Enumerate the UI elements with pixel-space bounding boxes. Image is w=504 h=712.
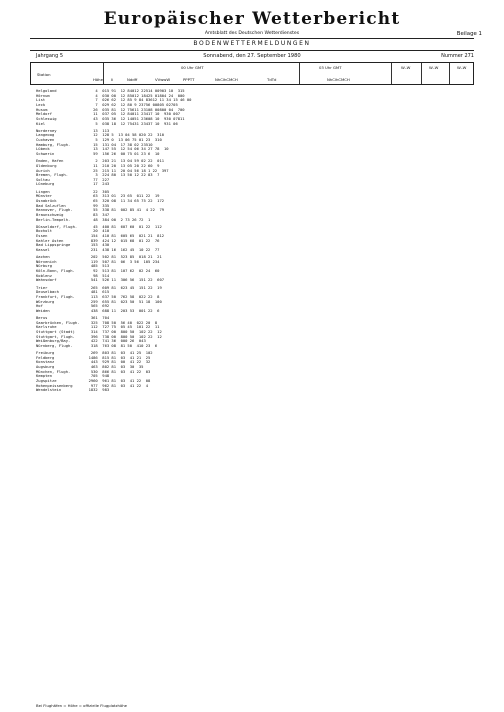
- column-divider: [391, 63, 392, 84]
- table-row: Weiden 438 688 11 203 53 001 22 6: [36, 308, 160, 313]
- table-row: Nürburg 485 513: [36, 264, 110, 269]
- cloud-subheader: NhClhCMCH: [215, 77, 238, 82]
- footnote: Bei Flughäfen = Höhe = offizielle Flugplatzhöhe: [36, 703, 128, 708]
- table-row: Zugspitze 2960 961 81 03 41 22 08: [36, 379, 151, 384]
- table-row: Oldenburg 11 210 20 13 05 20 22 60 9: [36, 163, 160, 168]
- table-row: Kahler Asten 839 424 12 015 68 01 22 76: [36, 238, 160, 243]
- hour-03-header: 03 Uhr GMT: [319, 65, 342, 70]
- bulletin-subtitle: Amtsblatt des Deutschen Wetterdienstes: [204, 31, 300, 36]
- table-row: Würzburg 259 655 81 023 50 51 18 100: [36, 299, 162, 304]
- table-row: Trier 265 609 81 623 45 151 22 19: [36, 285, 162, 290]
- table-row: Hohenpeissenberg 977 962 81 03 41 22 4: [36, 383, 149, 388]
- table-row: Weißenburg/Bay. 422 741 36 000 26 043: [36, 339, 146, 344]
- table-row: Stuttgart (Stadt) 314 737 00 800 50 102 22 12: [36, 330, 162, 334]
- table-row: Feldberg 1486 815 81 03 41 21 25: [36, 355, 151, 360]
- nddff-subheader: Nddff: [127, 77, 138, 82]
- table-row: Soltau 77 227: [36, 177, 110, 182]
- table-row: Aachen 202 502 81 523 85 018 21 21: [36, 255, 162, 260]
- table-row: Helgoland 4 015 91 12 84012 22514 00903 10 315: [36, 89, 185, 93]
- table-row: Bad Lippspringe 153 430: [36, 243, 110, 248]
- pppt-subheader: PPPTT: [183, 77, 195, 82]
- table-row: Schwerin 59 156 26 00 75 01 23 6 10: [36, 152, 160, 157]
- ww-header-2: W–W: [429, 65, 439, 70]
- vvwww-subheader: VVwwW: [155, 77, 171, 82]
- table-row: Frankfurt, Flugh. 113 637 50 762 58 022 22 8: [36, 294, 160, 299]
- group-gap: [36, 393, 476, 396]
- issue-date: Sonnabend, den 27. September 1980: [203, 53, 301, 59]
- cloud-subheader-03: NhClhCMCH: [327, 77, 350, 82]
- table-row: Hamburg, Flugh. 15 131 04 17 38 02 23510: [36, 142, 153, 147]
- table-row: Norderney 13 113: [36, 128, 110, 133]
- jahrgang: Jahrgang 5: [36, 53, 64, 59]
- ii-subheader: Ii: [111, 77, 114, 82]
- table-row: Wahnsdorf 541 526 11 306 56 151 22 607: [36, 278, 165, 283]
- table-row: Bocholt 20 410: [36, 229, 110, 234]
- table-row: Braunschweig 83 347: [36, 212, 110, 217]
- table-row: Schleswig 43 035 36 12 14051 23608 10 930 07811: [36, 116, 185, 121]
- issue-number: Nummer 271: [441, 53, 474, 59]
- table-row: Düsseldorf, Flugh. 45 400 81 607 60 01 22 112: [36, 224, 162, 229]
- table-row: Emden, Hafen 2 203 21 13 04 59 02 22 011: [36, 159, 165, 164]
- table-row: Lingen 22 305: [36, 189, 110, 194]
- hour-00-header: 00 Uhr GMT: [181, 65, 204, 70]
- table-row: Konstanz 443 929 81 00 41 22 32: [36, 360, 151, 365]
- table-row: Saarbrücken, Flugh. 325 708 50 56 40 022 20 8: [36, 320, 158, 325]
- table-row: München, Flugh. 530 866 81 03 41 22 03: [36, 369, 151, 374]
- table-row: Münster 63 313 01 23 65 011 22 19: [36, 194, 160, 199]
- table-row: Essen 154 410 81 605 65 021 21 812: [36, 234, 165, 239]
- table-row: Deuselbach 481 615: [36, 290, 110, 295]
- table-row: Berus 361 704: [36, 316, 110, 321]
- table-row: Osnabrück 65 320 08 11 34 65 75 22 172: [36, 198, 165, 203]
- table-row: Hörnum 4 030 00 12 85012 18425 01804 24 000: [36, 93, 185, 98]
- table-row: Bad Salzuflen 99 335: [36, 203, 110, 208]
- table-row: Koblenz 98 514: [36, 273, 110, 278]
- table-row: Augsburg 463 802 81 03 30 35: [36, 365, 144, 370]
- table-row: Husum 26 035 81 12 75611 23108 00800 04 700: [36, 107, 185, 112]
- table-row: Hof 565 692: [36, 304, 110, 309]
- table-row: Aurich 25 215 11 20 04 56 18 1 22 397: [36, 168, 169, 173]
- table-row: Hannover, Flugh. 55 338 81 002 85 41 4 22 79: [36, 208, 165, 213]
- table-row: Kempten 705 948: [36, 374, 110, 379]
- column-divider: [421, 63, 422, 84]
- table-header: [30, 62, 474, 85]
- station-table: [36, 89, 476, 396]
- top-rule: [30, 38, 474, 39]
- column-divider: [103, 63, 104, 84]
- table-row: Leck 7 029 62 12 80 9 23756 00805 02705: [36, 102, 178, 107]
- bulletin-title: Europäischer Wetterbericht: [103, 9, 401, 29]
- table-row: Nürnberg, Flugh. 318 763 08 81 50 410 23 6: [36, 343, 158, 348]
- ww-header-1: W–W: [401, 65, 411, 70]
- table-row: Langeoog 12 128 5 13 04 58 020 22 310: [36, 133, 165, 138]
- ww-header-3: W–W: [457, 65, 467, 70]
- table-row: Karlsruhe 112 727 75 05 45 101 22 11: [36, 325, 160, 330]
- table-row: Berlin-Tempelh. 48 384 00 2 73 26 72 1: [36, 217, 151, 222]
- table-row: Meldorf 11 037 05 12 84011 23417 10 930 007: [36, 112, 181, 117]
- beilage-label: Beilage 1: [456, 31, 482, 37]
- section-title: BODENWETTERMELDUNGEN: [193, 40, 311, 47]
- table-row: Wendelstein 1832 983: [36, 388, 110, 393]
- column-divider: [299, 63, 300, 84]
- column-divider: [449, 63, 450, 84]
- table-row: Stuttgart, Flugh. 396 738 00 800 50 102 22 12: [36, 334, 162, 339]
- table-row: Köln-Bonn, Flugh. 92 513 81 107 62 02 24 60: [36, 269, 160, 274]
- table-row: Lübeck 13 147 55 12 54 06 34 27 78 10: [36, 147, 169, 152]
- table-row: Cuxhaven 5 129 0 13 06 75 01 23 310: [36, 138, 162, 143]
- table-row: Lüneburg 17 243: [36, 182, 110, 187]
- dewpoint-subheader: TdTd: [267, 77, 277, 82]
- station-header: Station: [37, 72, 51, 77]
- table-row: Nörvenich 119 507 81 06 3 56 105 234: [36, 259, 160, 264]
- table-row: Kassel 231 438 16 162 45 10 22 77: [36, 248, 160, 252]
- table-row: Freiburg 269 803 81 03 41 25 102: [36, 351, 153, 356]
- table-row: Bremen, Flugh. 3 224 80 13 50 12 22 83 7: [36, 173, 160, 178]
- height-subheader: Höhe: [93, 77, 103, 82]
- table-row: Kiel 5 038 18 12 75431 23437 10 931 06: [36, 121, 178, 126]
- table-row: List 7 026 62 12 85 9 84 83612 11 34 15 46 00: [36, 98, 192, 103]
- section-rule: [30, 50, 474, 51]
